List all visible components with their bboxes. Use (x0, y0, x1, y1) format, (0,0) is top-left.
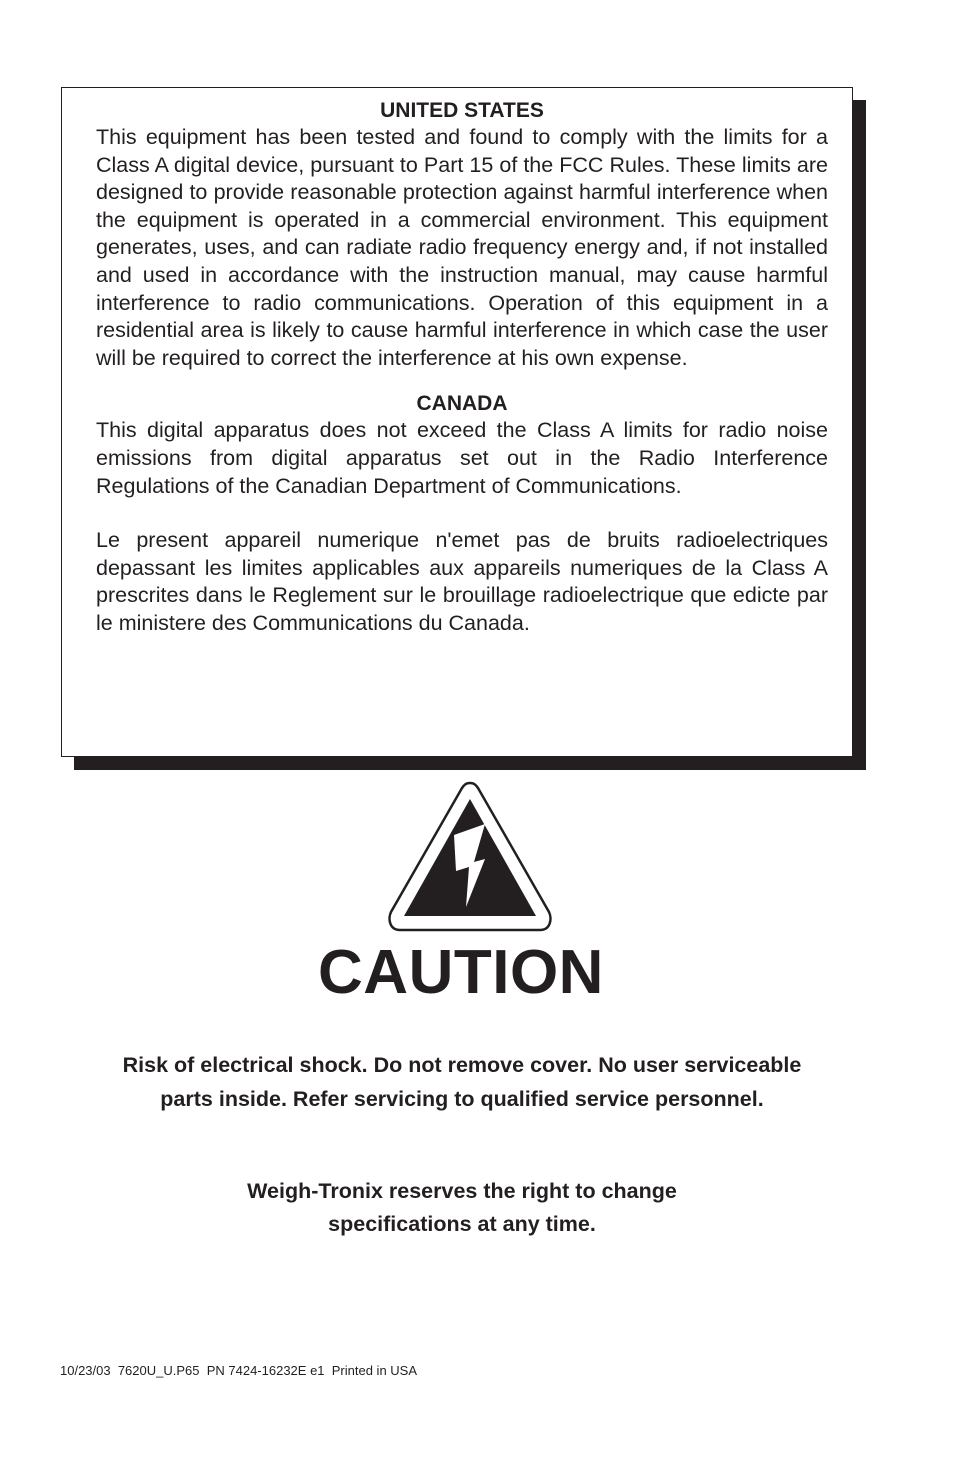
canada-french-text: Le present appareil numerique n'emet pas de bruits radioelectriques depassant les limites applicables aux appareils numeriques de la Class A prescrites dans le Reglement sur le brouillage radioelectrique que edicte par le ministere des Communications du Canada. (96, 528, 828, 635)
specifications-notice (0, 1175, 924, 1241)
shock-warning-line-1: Risk of electrical shock. Do not remove cover. No user serviceable (122, 1053, 802, 1077)
electrical-shock-warning-icon (386, 780, 554, 933)
shock-warning-line-2: parts inside. Refer servicing to qualified service personnel. (160, 1087, 764, 1111)
shock-warning-text (0, 1048, 924, 1116)
canada-heading: CANADA (416, 392, 508, 416)
united-states-heading: UNITED STATES (380, 99, 544, 122)
specifications-notice-line-1: Weigh-Tronix reserves the right to change (247, 1179, 677, 1203)
document-footer-code: 10/23/03 7620U_U.P65 PN 7424-16232E e1 Printed in USA (60, 1363, 418, 1378)
united-states-fcc-text: This equipment has been tested and found to comply with the limits for a Class A digital device, pursuant to Part 15 of the FCC Rules. These limits are designed to provide reasonable protection against harmful interference when the equipment is operated in a commercial environment. This equipment generates, uses, and can radiate radio frequency energy and, if not installed and used in accordance with the instruction manual, may cause harmful interference to radio communications. Operation of this equipment in a residential area is likely to cause harmful interference in which case the user will be required to correct the interference at his own expense. (96, 125, 828, 370)
canada-english-text: This digital apparatus does not exceed the Class A limits for radio noise emissions from digital apparatus set out in the Radio Interference Regulations of the Canadian Department of Communications. (96, 418, 828, 498)
caution-heading: CAUTION (318, 938, 604, 1007)
specifications-notice-line-2: specifications at any time. (328, 1212, 596, 1236)
regulatory-notice-box (61, 87, 853, 757)
